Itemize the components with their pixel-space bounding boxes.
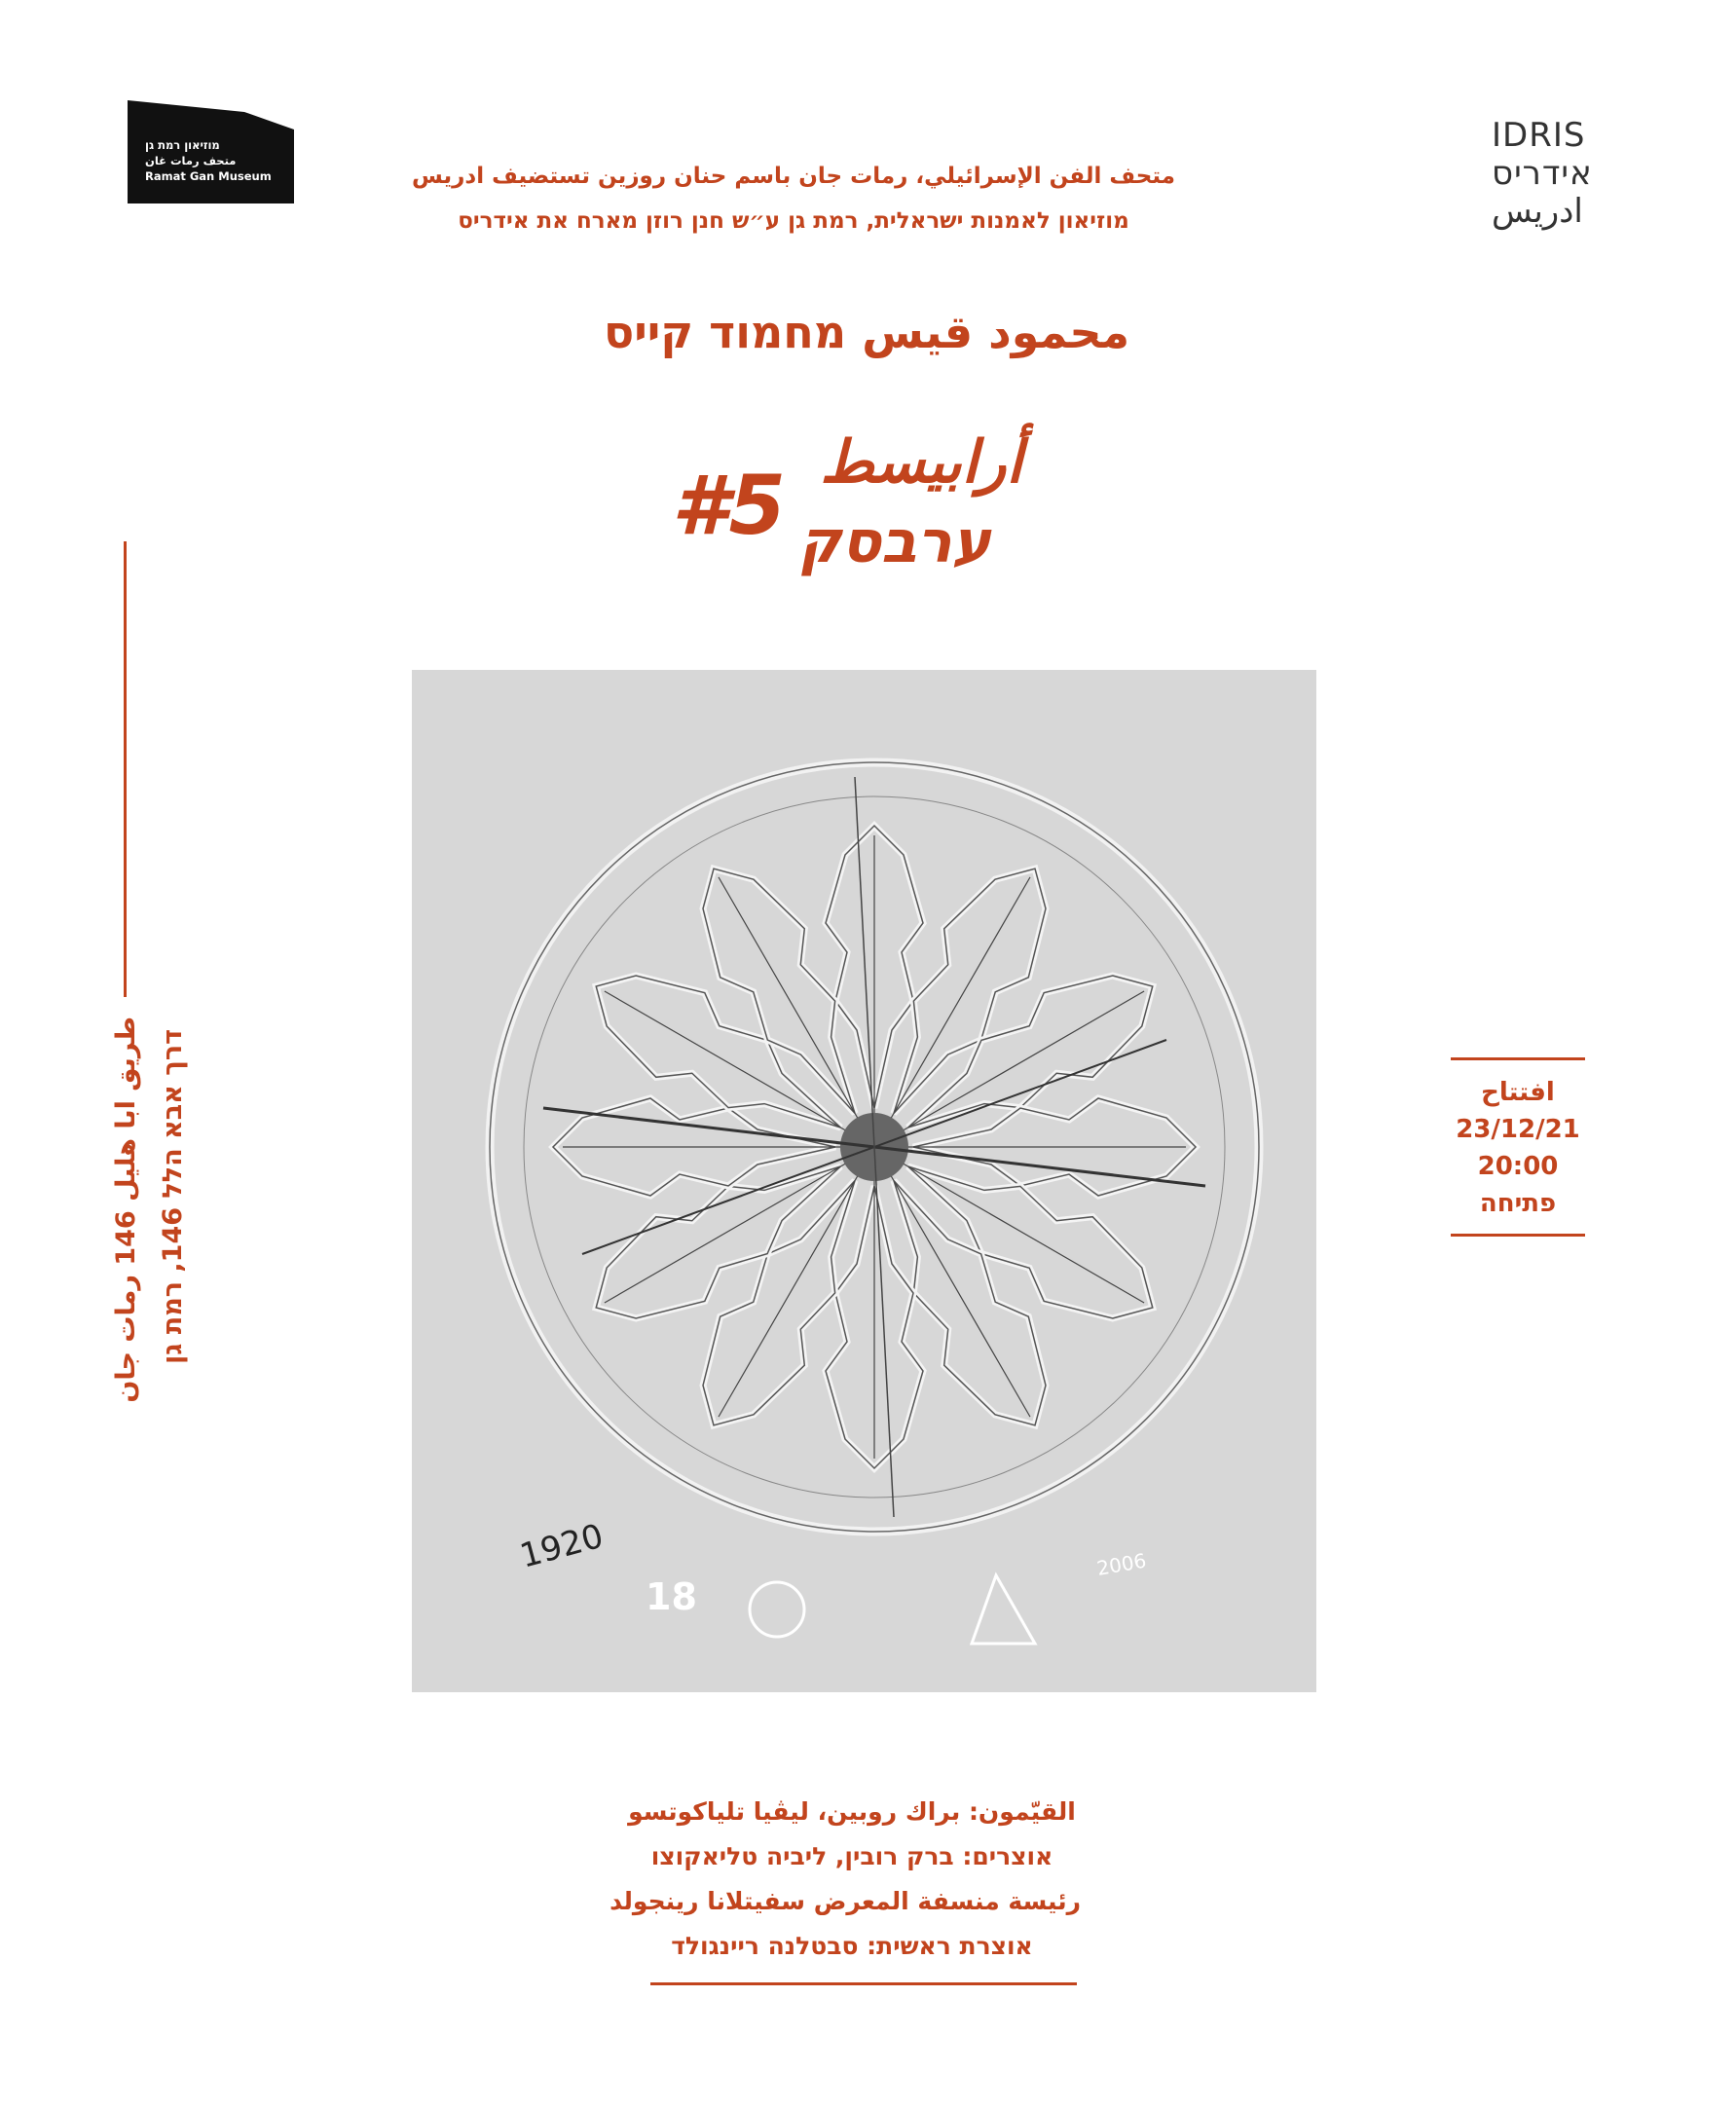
arabesque-drawing [412,670,1316,1692]
logo-line-english: Ramat Gan Museum [145,169,272,183]
credit-chief-hebrew: אוצרת ראשית: סבטלנה ריינגולד [671,1932,1033,1960]
title-hebrew: ערבסק [798,508,991,576]
opening-rule-bottom [1451,1234,1585,1237]
credits-rule [650,1982,1077,1985]
artwork-year: 1920 [515,1516,608,1576]
exhibition-title [672,428,1022,599]
idris-logo-hebrew: אידריס [1492,154,1593,193]
ramat-gan-museum-logo [128,100,294,203]
logo-line-hebrew: מוזיאון רמת גן [145,138,220,152]
credit-chief-arabic: رئيسة منسفة المعرض سفيتلانا رينجولد [609,1887,1081,1915]
intro-arabic: متحف الفن الإسرائيلي، رمات جان باسم حنان روزين تستضيف ادريس [412,164,1175,189]
intro-hebrew: מוזיאון לאמנות ישראלית, רמת גן ע״ש חנן רוזן מארח את אידריס [458,208,1129,234]
artwork-signature: 2006 [1094,1548,1149,1580]
credit-curators-arabic: القيّمون: براك روبين، ليڤيا تلياكوتسو [628,1797,1076,1826]
credits [609,1790,1081,1969]
idris-logo [1492,117,1618,231]
logo-line-arabic: متحف رمات غان [145,154,237,167]
idris-logo-arabic: ادريس [1492,192,1583,231]
opening-label-hebrew: פתיחה [1479,1189,1557,1218]
opening-time: 20:00 [1477,1152,1559,1181]
title-number: #5 [672,458,786,553]
title-arabic: أرابيسط [820,428,1022,497]
opening-label-arabic: افتتاح [1481,1078,1555,1107]
artist-name: محمود قيس מחמוד קייס [603,306,1130,358]
address-arabic: طريق ابا هليل 146 رمات جان [111,1017,141,1403]
address-rule [124,541,127,997]
opening-details [1451,1057,1585,1237]
opening-rule-top [1451,1057,1585,1060]
credit-curators-hebrew: אוצרים: ברק רובין, ליביה טליאקוצו [650,1842,1053,1870]
artwork-image [412,670,1316,1692]
artwork-number: 18 [646,1575,697,1618]
address-hebrew: דרך אבא הלל 146, רמת גן [158,1029,188,1364]
idris-logo-latin: IDRIS [1492,116,1586,155]
opening-date: 23/12/21 [1456,1115,1580,1144]
